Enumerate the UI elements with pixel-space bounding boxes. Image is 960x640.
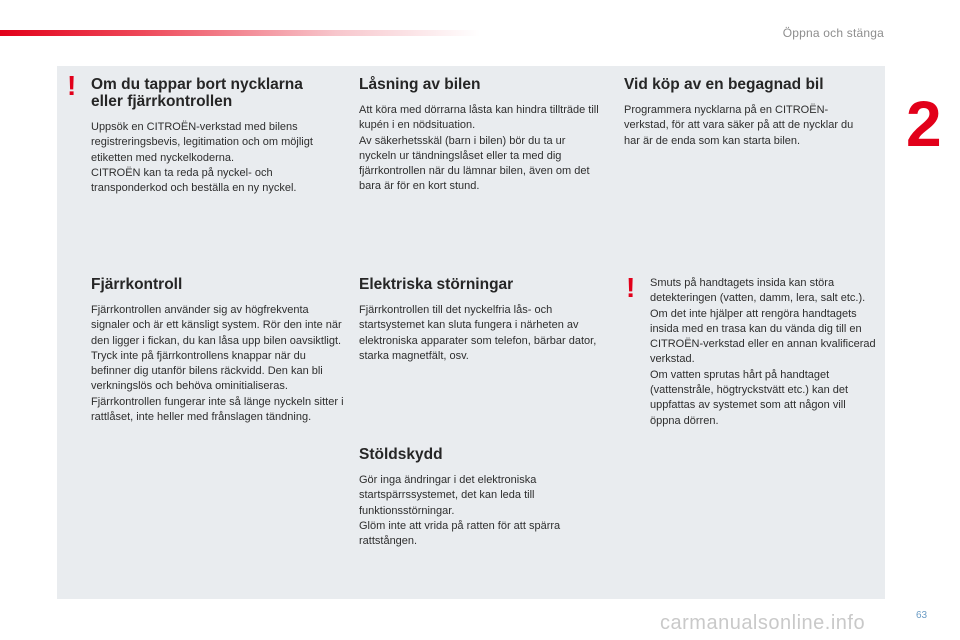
section-remote	[91, 276, 346, 425]
section-body: Att köra med dörrarna låsta kan hindra tillträde till kupén i en nödsituation. Av säkerhetsskäl (barn i bilen) bör du ta ur nyckeln ur tändningslåset eller ta med dig fjärrkontrollen när du lämnar bilen, även om det bara är för en kort stund.	[359, 104, 599, 193]
section-lost-keys	[91, 76, 341, 196]
section-body: Fjärrkontrollen använder sig av högfrekventa signaler och är ett känsligt system. Rör den inte när den ligger i fickan, du kan låsa upp bilen oavsiktligt. Tryck inte på fjärrkontrollens knappar när du befinner dig utanför bilens räckvidd. Den kan bli verkningslös och behöva ominitialiseras. Fjärrkontrollen fungerar inte så länge nyckeln sitter i rattlåset, inte heller med frånslagen tändning.	[91, 304, 344, 424]
section-title: Stöldskydd	[359, 446, 443, 463]
header-accent-bar	[0, 30, 480, 36]
section-body: Programmera nycklarna på en CITROËN-verkstad, för att vara säker på att de nycklar du har är de enda som kan starta bilen.	[624, 104, 854, 147]
section-title	[91, 76, 341, 110]
warning-exclamation-icon: !	[67, 70, 77, 101]
title-line-2: eller fjärrkontrollen	[91, 93, 233, 110]
page-number: 63	[916, 610, 928, 621]
title-line-1: Om du tappar bort nycklarna	[91, 76, 303, 93]
section-interference	[359, 276, 611, 364]
section-antitheft	[359, 446, 599, 549]
section-body: Uppsök en CITROËN-verkstad med bilens registreringsbevis, legitimation och om möjligt etiketten med nyckelkoderna. CITROËN kan ta reda på nyckel- och transponderkod och beställa en ny nyckel.	[91, 121, 313, 195]
section-title: Elektriska störningar	[359, 276, 514, 293]
section-title: Vid köp av en begagnad bil	[624, 76, 824, 93]
section-title: Låsning av bilen	[359, 76, 481, 93]
section-dirt-warning	[650, 276, 878, 429]
section-body: Gör inga ändringar i det elektroniska startspärrssystemet, det kan leda till funktionsstörningar. Glöm inte att vrida på ratten för att spärra rattstången.	[359, 474, 561, 548]
chapter-number: 2	[906, 88, 942, 160]
section-used-car	[624, 76, 869, 149]
warning-exclamation-icon: !	[626, 272, 636, 303]
watermark: carmanualsonline.info	[660, 612, 866, 634]
chapter-title: Öppna och stänga	[782, 26, 884, 40]
section-locking	[359, 76, 604, 195]
section-body: Smuts på handtagets insida kan störa detekteringen (vatten, damm, lera, salt etc.). Om det inte hjälper att rengöra handtagets insida med en trasa kan du vända dig till en CITROËN-verkstad eller en annan kvalificerad verkstad. Om vatten sprutas hårt på handtaget (vattenstråle, högtryckstvätt etc.) kan det uppfattas av systemet som att någon vill öppna dörren.	[650, 277, 876, 427]
section-body: Fjärrkontrollen till det nyckelfria lås- och startsystemet kan sluta fungera i närheten av elektroniska apparater som telefon, bärbar dator, starka magnetfält, osv.	[359, 304, 597, 362]
section-title: Fjärrkontroll	[91, 276, 183, 293]
